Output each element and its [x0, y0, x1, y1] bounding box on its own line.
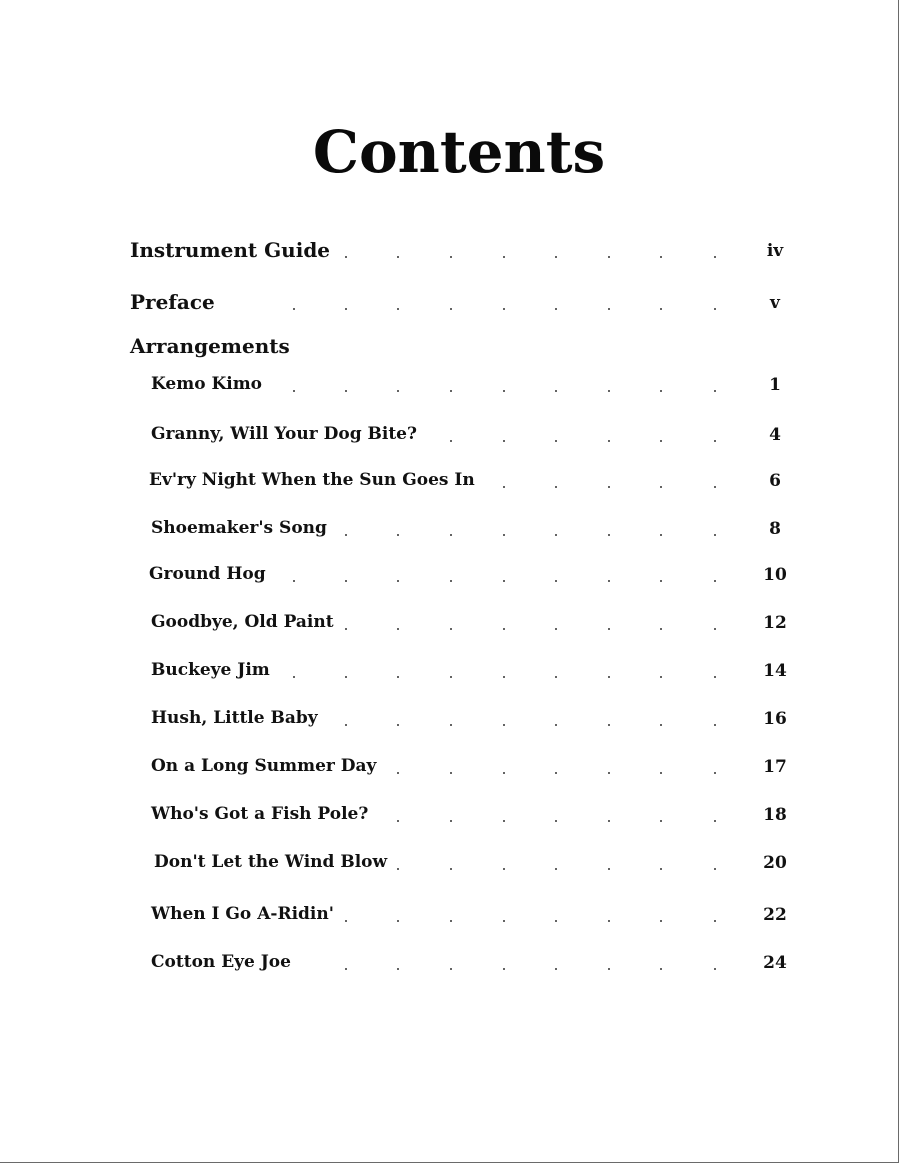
leader-dot [293, 676, 295, 678]
toc-page-number: 16 [763, 709, 787, 729]
toc-entry-song[interactable] [0, 466, 900, 496]
leader-dot [555, 772, 557, 774]
leader-dot [555, 724, 557, 726]
leader-dot [660, 486, 662, 488]
leader-dot [660, 920, 662, 922]
leader-dot [503, 820, 505, 822]
toc-entry-song[interactable] [0, 420, 900, 450]
leader-dot [293, 390, 295, 392]
leader-dot [714, 256, 716, 258]
toc-page-number: 17 [763, 757, 787, 777]
toc-entry-label: Kemo Kimo [151, 374, 263, 394]
leader-dot [555, 580, 557, 582]
toc-page-number: 18 [763, 805, 787, 825]
leader-dot [397, 580, 399, 582]
leader-dot [714, 580, 716, 582]
leader-dot [503, 724, 505, 726]
leader-dot [397, 772, 399, 774]
leader-dot [608, 534, 610, 536]
leader-dot [608, 308, 610, 310]
toc-entry-label: On a Long Summer Day [151, 756, 377, 776]
leader-dot [660, 440, 662, 442]
leader-dot [714, 308, 716, 310]
toc-entry-song[interactable] [0, 608, 900, 638]
leader-dot [555, 390, 557, 392]
leader-dot [660, 580, 662, 582]
leader-dot [608, 440, 610, 442]
leader-dot [293, 308, 295, 310]
toc-entry-label: Cotton Eye Joe [151, 952, 291, 972]
toc-page-number: 20 [763, 853, 787, 873]
leader-dot [555, 534, 557, 536]
leader-dot [608, 968, 610, 970]
leader-dot [345, 390, 347, 392]
toc-entry-song[interactable] [0, 948, 900, 978]
leader-dot [503, 256, 505, 258]
leader-dot [397, 676, 399, 678]
leader-dot [660, 308, 662, 310]
toc-entry-label: Who's Got a Fish Pole? [151, 804, 369, 824]
leader-dot [293, 580, 295, 582]
leader-dot [503, 968, 505, 970]
leader-dot [345, 580, 347, 582]
page-title: Contents [312, 118, 606, 186]
toc-entry-song[interactable] [0, 656, 900, 686]
toc-page-number: 1 [769, 375, 781, 395]
leader-dot [555, 308, 557, 310]
toc-page-number: v [770, 293, 780, 313]
leader-dot [555, 868, 557, 870]
leader-dot [608, 580, 610, 582]
leader-dot [503, 534, 505, 536]
leader-dot [714, 440, 716, 442]
leader-dot [397, 868, 399, 870]
leader-dot [555, 968, 557, 970]
leader-dot [345, 920, 347, 922]
toc-page-number: 6 [769, 471, 781, 491]
toc-entry-instrument-guide[interactable] [0, 236, 900, 266]
leader-dot [397, 920, 399, 922]
leader-dot [608, 256, 610, 258]
leader-dot [714, 724, 716, 726]
toc-entry-song[interactable] [0, 560, 900, 590]
leader-dot [450, 308, 452, 310]
leader-dot [450, 256, 452, 258]
leader-dot [397, 390, 399, 392]
leader-dot [450, 534, 452, 536]
leader-dot [503, 868, 505, 870]
leader-dot [714, 676, 716, 678]
toc-entry-label: Shoemaker's Song [151, 518, 327, 538]
leader-dot [555, 920, 557, 922]
leader-dot [450, 628, 452, 630]
leader-dot [345, 256, 347, 258]
leader-dot [450, 724, 452, 726]
toc-entry-song[interactable] [0, 900, 900, 930]
leader-dot [555, 440, 557, 442]
leader-dot [714, 868, 716, 870]
toc-entry-label: Preface [130, 290, 215, 314]
leader-dot [503, 628, 505, 630]
leader-dot [450, 580, 452, 582]
leader-dot [608, 390, 610, 392]
leader-dot [397, 534, 399, 536]
leader-dot [714, 486, 716, 488]
leader-dot [503, 772, 505, 774]
leader-dot [660, 390, 662, 392]
leader-dot [345, 534, 347, 536]
leader-dot [503, 440, 505, 442]
leader-dot [714, 920, 716, 922]
toc-entry-label: Hush, Little Baby [151, 708, 318, 728]
toc-entry-label: Instrument Guide [130, 238, 331, 262]
toc-entry-song[interactable] [0, 752, 900, 782]
toc-entry-label: When I Go A-Ridin' [151, 904, 334, 924]
leader-dot [345, 676, 347, 678]
leader-dot [450, 440, 452, 442]
leader-dot [714, 628, 716, 630]
leader-dot [450, 868, 452, 870]
leader-dot [450, 920, 452, 922]
leader-dot [397, 256, 399, 258]
toc-page-number: iv [766, 241, 784, 261]
toc-page-number: 12 [763, 613, 787, 633]
leader-dot [450, 772, 452, 774]
leader-dot [397, 724, 399, 726]
toc-entry-song[interactable] [0, 800, 900, 830]
leader-dot [608, 868, 610, 870]
toc-page-number: 14 [763, 661, 787, 681]
toc-entry-song[interactable] [0, 370, 900, 400]
toc-entry-label: Goodbye, Old Paint [151, 612, 334, 632]
leader-dot [660, 676, 662, 678]
leader-dot [397, 968, 399, 970]
leader-dot [345, 968, 347, 970]
leader-dot [660, 772, 662, 774]
toc-entry-label: Ev'ry Night When the Sun Goes In [149, 470, 475, 490]
toc-entry-song[interactable] [0, 848, 900, 878]
leader-dot [608, 820, 610, 822]
toc-entry-preface[interactable] [0, 288, 900, 318]
toc-entry-song[interactable] [0, 704, 900, 734]
leader-dot [503, 920, 505, 922]
leader-dot [450, 390, 452, 392]
leader-dot [555, 256, 557, 258]
leader-dot [503, 580, 505, 582]
leader-dot [660, 256, 662, 258]
leader-dot [660, 724, 662, 726]
leader-dot [397, 820, 399, 822]
toc-entry-label: Don't Let the Wind Blow [154, 852, 388, 872]
leader-dot [714, 772, 716, 774]
leader-dot [555, 820, 557, 822]
leader-dot [660, 628, 662, 630]
leader-dot [660, 534, 662, 536]
leader-dot [345, 308, 347, 310]
leader-dot [397, 628, 399, 630]
leader-dot [345, 724, 347, 726]
leader-dot [660, 868, 662, 870]
leader-dot [555, 676, 557, 678]
leader-dot [608, 920, 610, 922]
toc-page-number: 24 [763, 953, 787, 973]
leader-dot [714, 968, 716, 970]
toc-page-number: 22 [763, 905, 787, 925]
leader-dot [660, 820, 662, 822]
leader-dot [608, 724, 610, 726]
leader-dot [450, 968, 452, 970]
leader-dot [608, 676, 610, 678]
leader-dot [503, 486, 505, 488]
leader-dot [503, 390, 505, 392]
toc-entry-song[interactable] [0, 514, 900, 544]
leader-dot [608, 628, 610, 630]
leader-dot [555, 486, 557, 488]
toc-entry-label: Buckeye Jim [151, 660, 270, 680]
leader-dot [608, 772, 610, 774]
toc-page-number: 8 [769, 519, 781, 539]
leader-dot [714, 820, 716, 822]
leader-dot [345, 628, 347, 630]
leader-dot [714, 534, 716, 536]
leader-dot [450, 820, 452, 822]
toc-page-number: 4 [769, 425, 781, 445]
toc-entry-label: Ground Hog [149, 564, 266, 584]
toc-page-number: 10 [763, 565, 787, 585]
leader-dot [608, 486, 610, 488]
leader-dot [397, 308, 399, 310]
toc-entry-label: Granny, Will Your Dog Bite? [151, 424, 417, 444]
leader-dot [555, 628, 557, 630]
section-heading-arrangements: Arrangements [130, 334, 290, 358]
leader-dot [660, 968, 662, 970]
leader-dot [503, 676, 505, 678]
leader-dot [714, 390, 716, 392]
leader-dot [503, 308, 505, 310]
leader-dot [450, 676, 452, 678]
